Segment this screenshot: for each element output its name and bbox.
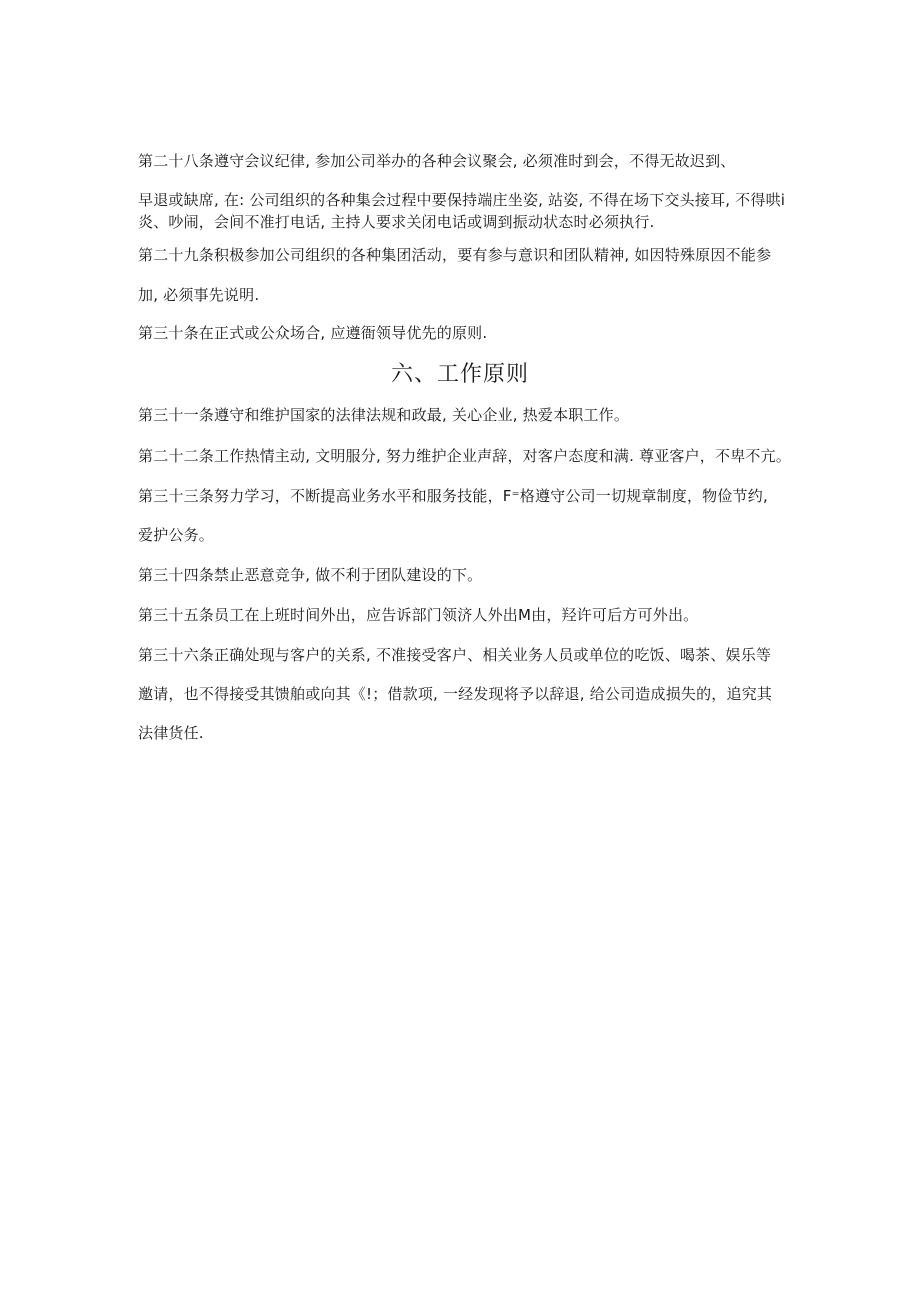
section-heading: 六、工作原则 — [390, 362, 529, 387]
article-36-line-1: 第三十六条正确处现与客户的关系, 不准接受客户、相关业务人员或单位的吃饭、喝茶、娱乐等 — [138, 646, 772, 664]
article-36-line-2: 邀请，也不得接受其馈舶或向其《!；借款项, 一经发现将予以辞退, 给公司造成损失的，追究其 — [138, 685, 773, 703]
article-31-line-1: 第三十一条遵守和维护国家的法律法规和政最, 关心企业, 热爱本职工作。 — [138, 406, 630, 424]
article-28-line-2: 早退或缺席, 在: 公司组织的各种集会过程中要保持端庄坐姿, 站姿, 不得在场下交头接耳, 不得哄i — [138, 191, 786, 209]
article-36-line-3: 法律货任. — [138, 724, 204, 742]
article-32-line-1: 第二十二条工作热情主动, 文明服分, 努力维护企业声辞，对客户态度和满. 尊亚客户，不卑不亢。 — [138, 447, 792, 465]
article-29-line-1: 第二十九条积极参加公司组织的各种集团活动，要有参与意识和团队精神, 如因特殊原因不能参 — [138, 246, 772, 264]
article-28-line-1: 第二十八条遵守会议纪律, 参加公司举办的各种会议聚会, 必须准时到会，不得无故迟到、 — [138, 152, 736, 170]
article-30-line-1: 第三十条在正式或公众场合, 应遵衙领导优先的原则. — [138, 324, 488, 342]
article-28-line-3: 炎、吵闹，会间不准打电话, 主持人要求关闭电话或调到振动状态时必须执行. — [138, 213, 655, 231]
article-33-line-1: 第三十三条努力学习，不断提高业务水平和服务技能，F⁼格遵守公司一切规章制度，物俭节约, — [138, 487, 768, 505]
article-29-line-2: 加, 必须事先说明. — [138, 286, 260, 304]
article-34-line-1: 第三十四条禁止恶意竞争, 做不利于团队建设的下。 — [138, 566, 483, 584]
article-33-line-2: 爱护公务。 — [138, 526, 215, 544]
article-35-line-1: 第三十五条员工在上班时间外出，应告诉部门领济人外出M由，羟许可后方可外出。 — [138, 606, 699, 624]
